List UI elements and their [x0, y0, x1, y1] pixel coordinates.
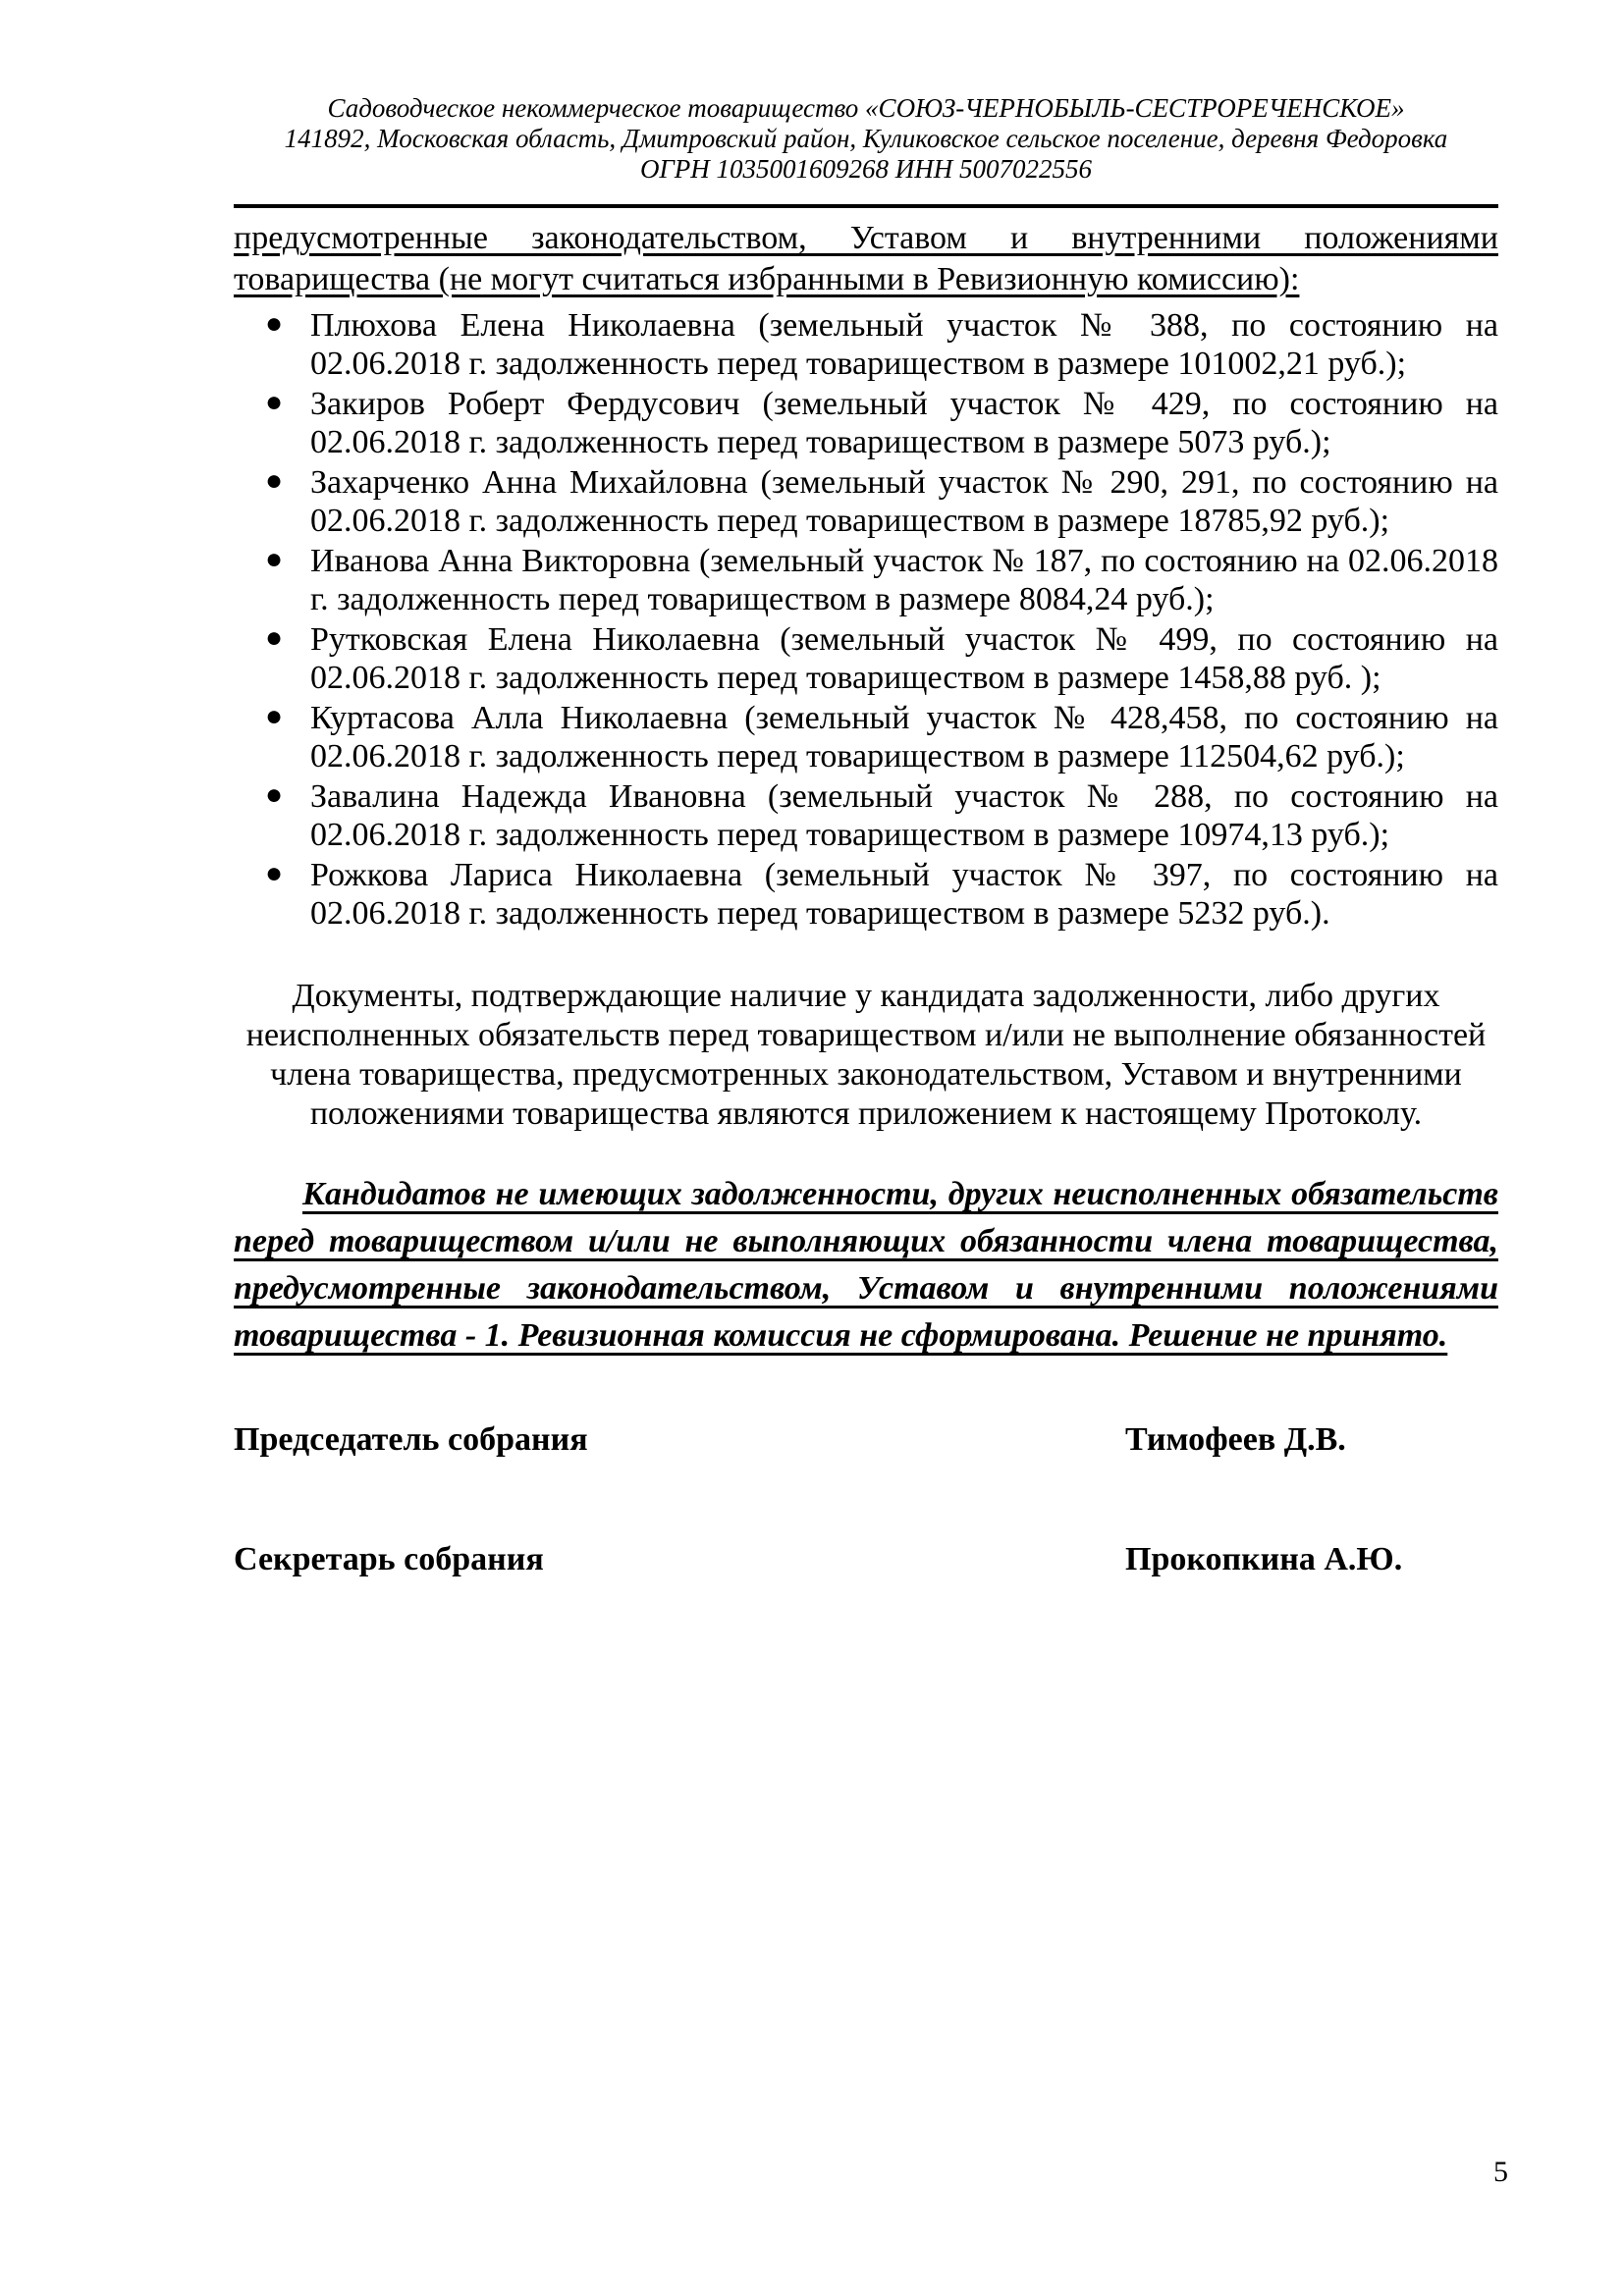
resolution-line: товарищества - 1. Ревизионная комиссия не сформирована. Решение не принято.	[234, 1317, 1448, 1354]
secretary-name: Прокопкина А.Ю.	[1125, 1541, 1403, 1577]
intro-line: товарищества (не могут считаться избранными в Ревизионную комиссию):	[234, 261, 1300, 297]
page-number: 5	[1493, 2156, 1508, 2188]
debtor-entry: Рутковская Елена Николаевна (земельный участок № 499, по состоянию на 02.06.2018 г. задолженность перед товариществом в размере 1458,88 руб. );	[310, 621, 1498, 696]
chairman-role-label: Председатель собрания	[234, 1421, 588, 1458]
bullet-icon: ●	[265, 307, 284, 340]
debtor-entry: Завалина Надежда Ивановна (земельный участок № 288, по состоянию на 02.06.2018 г. задолженность перед товариществом в размере 10974,13 руб.);	[310, 778, 1498, 853]
debtor-entry: Куртасова Алла Николаевна (земельный участок № 428,458, по состоянию на 02.06.2018 г. задолженность перед товариществом в размере 112504,62 руб.);	[310, 700, 1498, 774]
bullet-icon: ●	[265, 621, 284, 654]
documents-line: члена товарищества, предусмотренных законодательством, Уставом и внутренними	[270, 1056, 1462, 1093]
bullet-icon: ●	[265, 857, 284, 889]
bullet-icon: ●	[265, 543, 284, 575]
list-item	[234, 699, 1498, 775]
list-item	[234, 385, 1498, 461]
documents-line: положениями товарищества являются приложением к настоящему Протоколу.	[309, 1095, 1423, 1132]
debtor-entry: Захарченко Анна Михайловна (земельный участок № 290, 291, по состоянию на 02.06.2018 г. задолженность перед товариществом в размере 18785,92 руб.);	[310, 464, 1498, 539]
debtor-list	[234, 306, 1498, 933]
resolution-line: перед товариществом и/или не выполняющих обязанности члена товарищества,	[234, 1223, 1498, 1259]
intro-paragraph	[234, 218, 1498, 300]
debtor-entry: Закиров Роберт Фердусович (земельный участок № 429, по состоянию на 02.06.2018 г. задолженность перед товариществом в размере 5073 руб.);	[310, 386, 1498, 460]
signature-block	[234, 1420, 1498, 1579]
resolution-line: Кандидатов не имеющих задолженности, других неисполненных обязательств	[302, 1176, 1498, 1212]
list-item	[234, 856, 1498, 933]
list-item	[234, 306, 1498, 383]
bullet-icon: ●	[265, 700, 284, 732]
org-name: Садоводческое некоммерческое товарищество «СОЮЗ-ЧЕРНОБЫЛЬ-СЕСТРОРЕЧЕНСКОЕ»	[327, 93, 1405, 123]
letterhead	[234, 93, 1498, 185]
debtor-entry: Плюхова Елена Николаевна (земельный участок № 388, по состоянию на 02.06.2018 г. задолженность перед товариществом в размере 101002,21 руб.);	[310, 307, 1498, 382]
org-registration: ОГРН 1035001609268 ИНН 5007022556	[639, 154, 1093, 184]
bullet-icon: ●	[265, 386, 284, 418]
list-item	[234, 542, 1498, 618]
secretary-role-label: Секретарь собрания	[234, 1541, 544, 1577]
list-item	[234, 463, 1498, 540]
signature-row-chairman	[234, 1420, 1498, 1460]
documents-paragraph	[234, 977, 1498, 1134]
debtor-entry: Рожкова Лариса Николаевна (земельный участок № 397, по состоянию на 02.06.2018 г. задолженность перед товариществом в размере 5232 руб.).	[310, 857, 1498, 932]
list-item	[234, 777, 1498, 854]
documents-line: Документы, подтверждающие наличие у кандидата задолженности, либо других	[292, 978, 1440, 1014]
bullet-icon: ●	[265, 464, 284, 497]
list-item	[234, 620, 1498, 697]
resolution-paragraph	[234, 1171, 1498, 1360]
intro-line: предусмотренные законодательством, Уставом и внутренними положениями	[234, 220, 1498, 256]
signature-row-secretary	[234, 1540, 1498, 1579]
document-content	[234, 0, 1498, 1579]
resolution-line: предусмотренные законодательством, Уставом и внутренними положениями	[234, 1270, 1498, 1307]
debtor-entry: Иванова Анна Викторовна (земельный участок № 187, по состоянию на 02.06.2018 г. задолженность перед товариществом в размере 8084,24 руб.);	[310, 543, 1498, 617]
org-address: 141892, Московская область, Дмитровский район, Куликовское сельское поселение, деревня Федоровка	[284, 124, 1448, 153]
header-divider	[234, 204, 1498, 208]
chairman-name: Тимофеев Д.В.	[1125, 1421, 1346, 1458]
bullet-icon: ●	[265, 778, 284, 811]
documents-line: неисполненных обязательств перед товариществом и/или не выполнение обязанностей	[245, 1017, 1487, 1053]
